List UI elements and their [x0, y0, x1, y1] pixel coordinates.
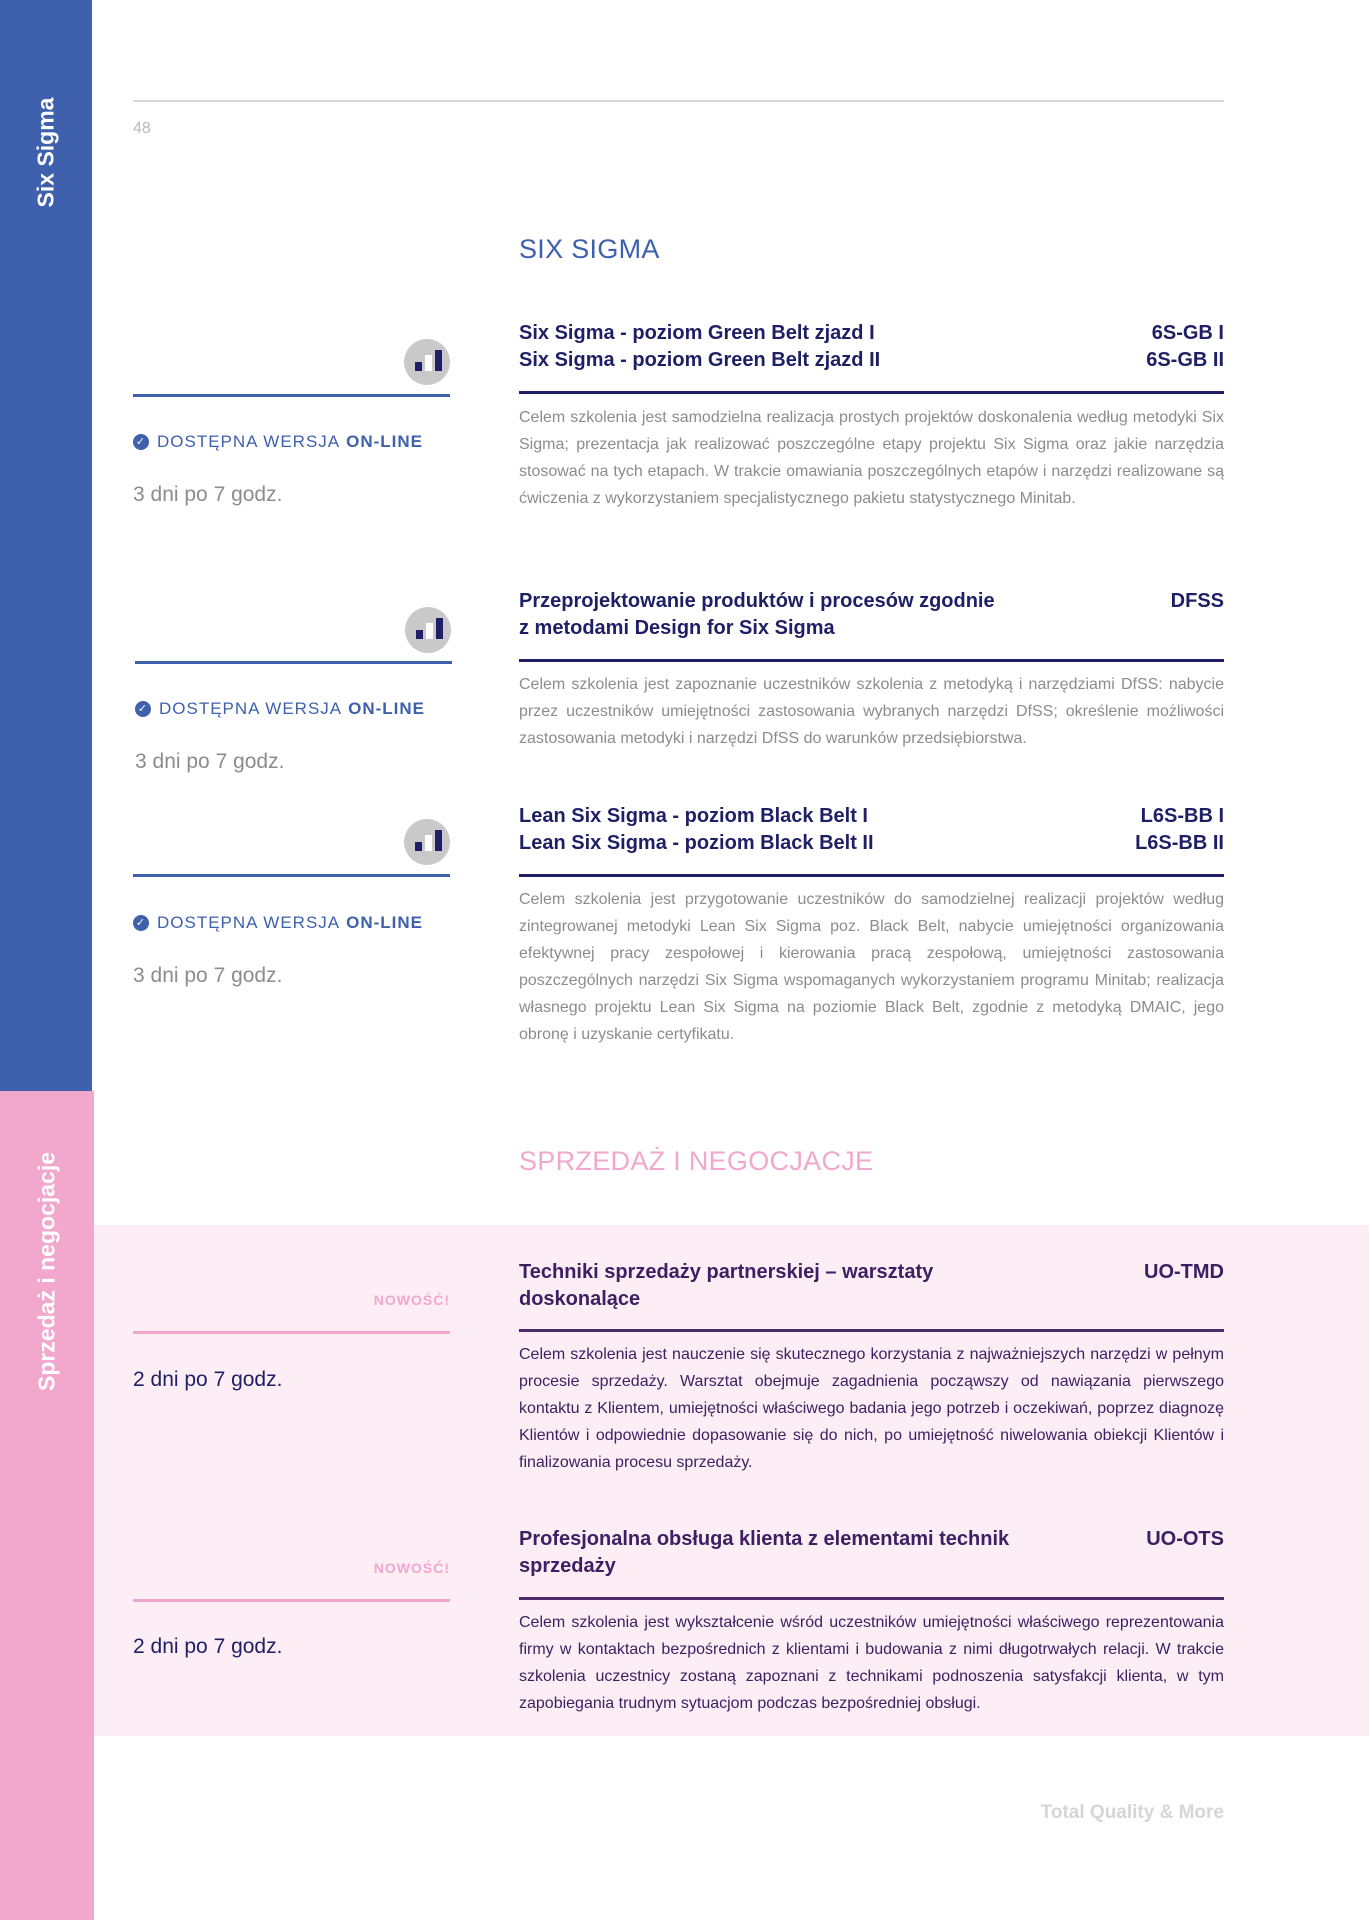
- sidebar-label-sales: Sprzedaż i negocjacje: [33, 1151, 60, 1392]
- course-title-line: Profesjonalna obsługa klienta z elementami technik: [519, 1528, 1010, 1550]
- course-title-line: doskonalące: [519, 1288, 641, 1310]
- course-code-line: UO-OTS: [1146, 1528, 1224, 1550]
- course-title: [519, 320, 1079, 374]
- bar-chart-icon: [404, 339, 450, 385]
- course-duration: 3 dni po 7 godz.: [133, 964, 283, 987]
- course-title-line: Techniki sprzedaży partnerskiej – warsztaty: [519, 1261, 934, 1283]
- course-duration: 3 dni po 7 godz.: [133, 483, 283, 506]
- bar-chart-icon: [405, 607, 451, 653]
- course-code-line: 6S-GB I: [1151, 322, 1224, 344]
- sidebar-sales: [0, 1091, 94, 1920]
- left-divider: [135, 661, 452, 664]
- course-code: [1084, 588, 1224, 615]
- new-badge: NOWOŚĆ!: [373, 1560, 450, 1576]
- course-description: Celem szkolenia jest wykształcenie wśród uczestników umiejętności właściwego reprezentowania firmy w kontaktach bezpośrednich z klientami i budowania z nimi długotrwałych relacji. W trakcie szkolenia uczestnicy zostaną zapoznani z technikami podnoszenia satysfakcji klienta, w tym zapobiegania trudnym sytuacjom podczas bezpośredniej obsługi.: [519, 1614, 1224, 1712]
- course-description: Celem szkolenia jest samodzielna realizacja prostych projektów doskonalenia według metodyki Six Sigma; prezentacja jak realizować poszczególne etapy projektu Six Sigma oraz jakie narzędzia stosować na tych etapach. W trakcie omawiania poszczególnych etapów i narzędzi realizowane są ćwiczenia z wykorzystaniem specjalistycznego pakietu statystycznego Minitab.: [519, 409, 1224, 507]
- bar-chart-icon: [404, 819, 450, 865]
- course-title: [519, 803, 1079, 857]
- course-title-line: Six Sigma - poziom Green Belt zjazd II: [519, 349, 881, 371]
- online-label-strong: ON-LINE: [346, 432, 424, 451]
- course-title-line: Lean Six Sigma - poziom Black Belt I: [519, 805, 868, 827]
- online-label: DOSTĘPNA WERSJA: [157, 913, 341, 932]
- new-badge: NOWOŚĆ!: [373, 1292, 450, 1308]
- sidebar-six-sigma: [0, 0, 92, 1091]
- section-title-sales: SPRZEDAŻ I NEGOCJACJE: [519, 1146, 874, 1176]
- course-divider: [519, 659, 1224, 662]
- course-code: [1084, 1526, 1224, 1553]
- course-duration: 2 dni po 7 godz.: [133, 1635, 283, 1658]
- section-title-six-sigma: SIX SIGMA: [519, 234, 660, 264]
- course-title: [519, 1259, 1079, 1313]
- course-title-line: Lean Six Sigma - poziom Black Belt II: [519, 832, 874, 854]
- course-title-line: sprzedaży: [519, 1555, 616, 1577]
- footer-brand: Total Quality & More: [1040, 1802, 1224, 1823]
- course-code-line: 6S-GB II: [1146, 349, 1224, 371]
- course-code-line: DFSS: [1170, 590, 1224, 612]
- page-number: 48: [133, 120, 151, 137]
- course-description: Celem szkolenia jest nauczenie się skutecznego korzystania z najważniejszych narzędzi w pełnym procesie sprzedaży. Warsztat obejmuje zagadnienia począwszy od nawiązania pierwszego kontaktu z Klientem, umiejętności właściwego badania jego potrzeb i oczekiwań, poprzez diagnozę Klientów i odpowiednie dopasowanie się do nich, po umiejętność niwelowania obiekcji Klientów i finalizowania procesu sprzedaży.: [519, 1346, 1224, 1471]
- online-label: DOSTĘPNA WERSJA: [157, 432, 341, 451]
- left-divider: [133, 394, 450, 397]
- course-title-line: z metodami Design for Six Sigma: [519, 617, 835, 639]
- check-circle-icon: ✓: [133, 434, 149, 450]
- course-title-line: Six Sigma - poziom Green Belt zjazd I: [519, 322, 875, 344]
- online-label-strong: ON-LINE: [348, 699, 426, 718]
- course-divider: [519, 874, 1224, 877]
- course-code: [1084, 320, 1224, 374]
- top-divider: [133, 100, 1224, 102]
- sidebar-label-six-sigma: Six Sigma: [32, 97, 59, 208]
- course-duration: 2 dni po 7 godz.: [133, 1368, 283, 1391]
- course-title: [519, 1526, 1079, 1580]
- check-circle-icon: ✓: [133, 915, 149, 931]
- course-code: [1084, 1259, 1224, 1286]
- course-code-line: L6S-BB I: [1140, 805, 1224, 827]
- online-availability: [133, 432, 423, 452]
- online-label-strong: ON-LINE: [346, 913, 424, 932]
- course-code-line: L6S-BB II: [1135, 832, 1224, 854]
- check-circle-icon: ✓: [135, 701, 151, 717]
- course-code: [1084, 803, 1224, 857]
- course-title: [519, 588, 1079, 642]
- course-divider: [519, 1329, 1224, 1332]
- course-divider: [519, 1597, 1224, 1600]
- course-duration: 3 dni po 7 godz.: [135, 750, 285, 773]
- course-title-line: Przeprojektowanie produktów i procesów zgodnie: [519, 590, 995, 612]
- online-label: DOSTĘPNA WERSJA: [159, 699, 343, 718]
- online-availability: [135, 699, 425, 719]
- left-divider: [133, 1331, 450, 1334]
- course-description: Celem szkolenia jest zapoznanie uczestników szkolenia z metodyką i narzędziami DfSS: nabycie przez uczestników umiejętności zastosowania wybranych narzędzi DfSS; określenie możliwości zastosowania metodyki i narzędzi DfSS do warunków przedsiębiorstwa.: [519, 676, 1224, 747]
- course-code-line: UO-TMD: [1144, 1261, 1224, 1283]
- course-description: Celem szkolenia jest przygotowanie uczestników do samodzielnej realizacji projektów według zintegrowanej metodyki Lean Six Sigma poz. Black Belt, nabycie umiejętności organizowania efektywnej pracy zespołowej i kierowania pracą zespołową, umiejętności zastosowania poszczególnych narzędzi Six Sigma wspomaganych wykorzystaniem programu Minitab; realizacja własnego projektu Lean Six Sigma na poziomie Black Belt, zgodnie z metodyką DMAIC, jego obronę i uzyskanie certyfikatu.: [519, 891, 1224, 1043]
- left-divider: [133, 1599, 450, 1602]
- left-divider: [133, 874, 450, 877]
- online-availability: [133, 913, 423, 933]
- course-divider: [519, 391, 1224, 394]
